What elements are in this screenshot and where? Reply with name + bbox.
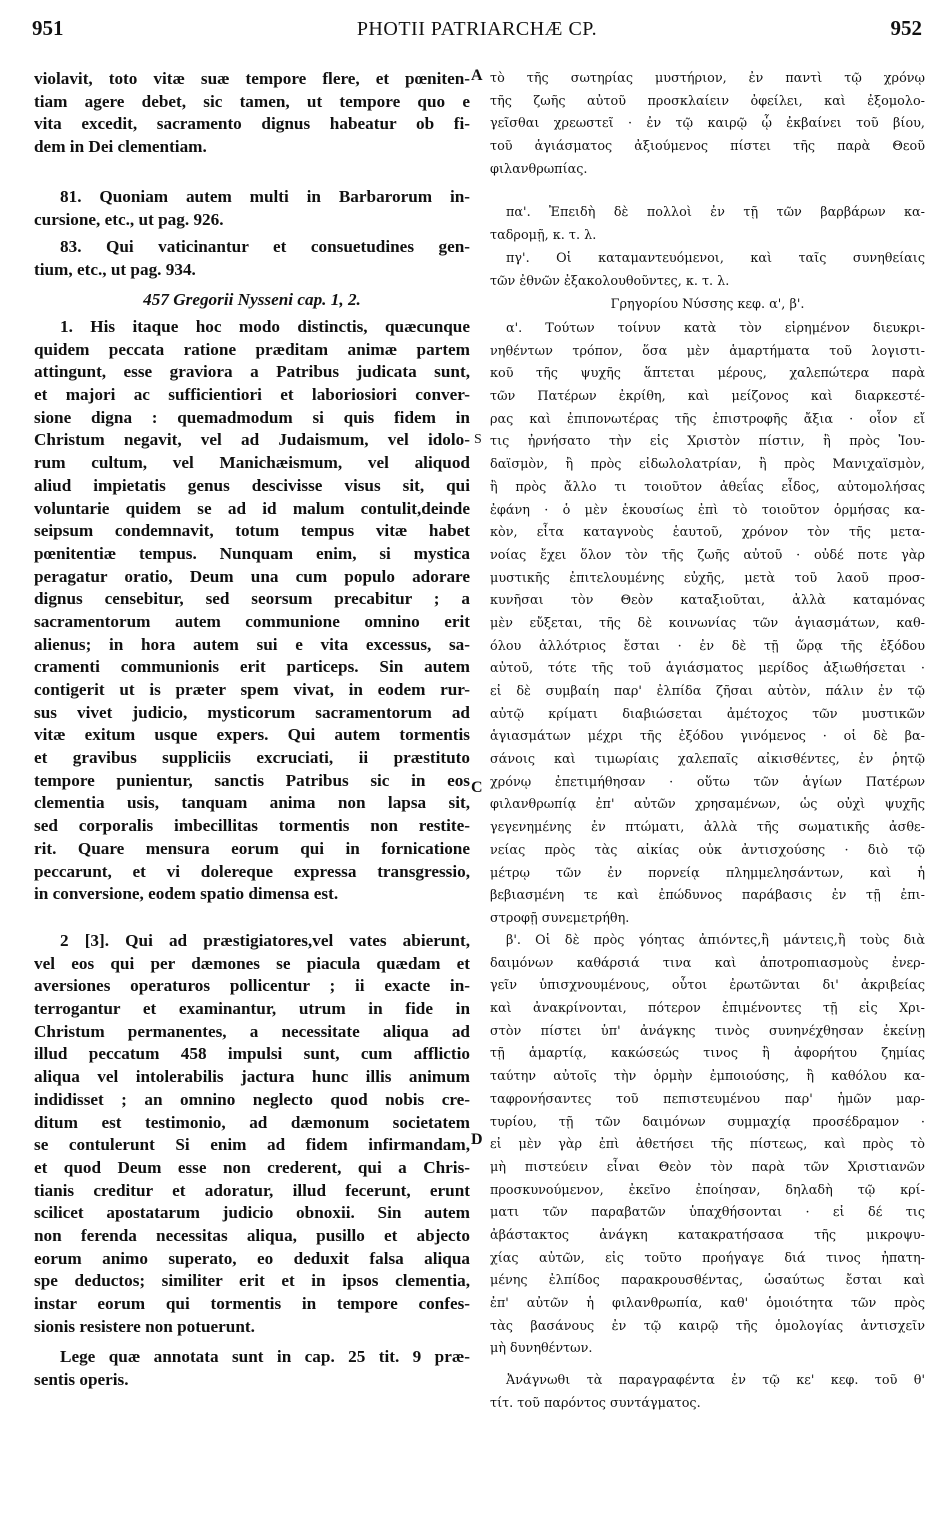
text-line: στροφῇ συνεμετρήθη.: [490, 910, 630, 926]
greek-para-5: [490, 930, 925, 1361]
greek-para-2: [490, 202, 925, 247]
text-line: 1. His itaque hoc modo distinctis, quæcunque: [60, 317, 470, 336]
text-line: νοίας ἔχει ὅλον τὸν τῆς ζωῆς αὐτοῦ · οὐδέ ποτε γὰρ: [490, 547, 925, 563]
text-line: ρας καὶ ἐπιπονωτέρας τῆς ἐπιστροφῆς ἄξια · οἷον εἴ: [490, 411, 925, 427]
text-line: τῶν ἐθνῶν ἐξακολουθοῦντες, κ. τ. λ.: [490, 273, 730, 289]
text-line: τῆς ζωῆς αὐτοῦ προσκλαίειν ὀφείλει, καὶ ἐξομολο-: [490, 93, 925, 109]
text-line: rum cultum, vel Manichæismum, vel aliquod: [34, 453, 470, 473]
text-line: pœnitentiæ tempus. Nunquam enim, si mystica: [34, 543, 470, 563]
text-line: καὶ ἀνακρίνονται, πότερον ἐπιμένοντες τῇ εἰς Χρι-: [490, 1001, 925, 1017]
text-line: νείας πρὸς τὰς αἰκίας οὐκ ἀντισχούσης · διὸ τῷ: [490, 842, 925, 858]
text-line: peccarunt, et vi dolereque expressa transgressio,: [34, 861, 470, 881]
greek-para-3: [490, 248, 925, 293]
text-line: χρόνῳ ἐπετιμήθησαν · οὕτω τῶν ἁγίων Πατέρων: [490, 774, 925, 790]
text-line: κοῦ τῆς ψυχῆς ἅπτεται μέρους, χαλεπώτερα παρὰ: [490, 366, 925, 382]
text-line: βεβιασμένη τε καὶ ἐπώδυνος παράβασις ἐν τῇ ἐπι-: [490, 888, 925, 904]
text-line: vita excedit, sacramento dignus habeatur ob fi-: [34, 114, 470, 134]
text-line: voluntarie quidem se ad id malum contulit,deinde: [34, 498, 470, 518]
text-line: πα'. Ἐπειδὴ δὲ πολλοὶ ἐν τῇ τῶν βαρβάρων κα-: [506, 205, 925, 220]
greek-para-6: [490, 1370, 925, 1415]
text-line: ditum est testimonio, ad dæmonum societatem: [34, 1112, 470, 1132]
text-line: εἰ δὲ συμβαίη παρ' ἐλπίδα ζῆσαι αὐτὸν, πάλιν ἐν τῷ: [490, 684, 925, 699]
text-line: ἀβάστακτος ἀνάγκη κατακρατήσασα τῆς μικροψυ-: [490, 1227, 925, 1243]
text-line: ταδρομῇ, κ. τ. λ.: [490, 227, 597, 243]
text-line: contigerit ut is præter spem vivat, in eodem rur-: [34, 680, 470, 699]
text-line: γεγενημένης ἐν πτώματι, ἀλλὰ τῆς σωματικῆς ἀσθε-: [490, 820, 925, 836]
text-line: se contulerunt Si enim ad fidem infirmandam,: [34, 1135, 470, 1155]
latin-para-6: [34, 1346, 470, 1391]
margin-letter-c: C: [471, 779, 483, 796]
text-line: ἁγιασμάτων μέχρι τῆς ἐξόδου γινόμενος · οἱ δὲ βα-: [490, 729, 925, 745]
text-line: sionis resistere non potuerunt.: [34, 1316, 255, 1336]
latin-para-2: [34, 186, 470, 231]
left-page-number: 951: [32, 16, 64, 40]
text-line: attingunt, esse graviora a Patribus judicata sunt,: [34, 362, 470, 382]
text-line: et quod Deum esse non crederent, qui a Chris-: [34, 1157, 470, 1177]
text-line: γεῖν ὑπισχνουμένους, οὗτοι ἐρωτῶνται δι' ἀκριβείας: [490, 978, 925, 994]
text-line: instar eorum qui tormentis in tempore confes-: [34, 1294, 470, 1313]
text-line: φιλανθρωπίᾳ ἐπ' αὐτῶν χρησαμένων, ὡς οὐχὶ ψυχῆς: [490, 797, 925, 813]
text-line: μέτρῳ τῶν ἐν πορνείᾳ πλημμελησάντων, καὶ ἡ: [490, 865, 925, 881]
text-line: τοῦ ἁγιάσματος ἀξιούμενος πίστει τῆς παρὰ Θεοῦ: [490, 139, 925, 155]
text-line: ταύτην αὐτοῖς τὴν ὁρμὴν ἐμποιούσης, ἢ καθόλου κα-: [490, 1069, 925, 1085]
text-line: et majori ac sufficientiori et laboriosiori conver-: [34, 385, 470, 405]
text-line: dem in Dei clementiam.: [34, 137, 207, 157]
text-line: Christum permanentes, a necessitate aliqua ad: [34, 1021, 470, 1041]
text-line: προσκυνούμενον, ἐκεῖνο ἐποίησαν, δηλαδὴ τῷ κρί-: [490, 1182, 925, 1198]
text-line: όλου ἀλλότριος ἔσται · ἐν δὲ τῇ ὥρᾳ τῆς ἐξόδου: [490, 638, 925, 654]
text-line: seipsum condemnavit, totum tempus vitæ habet: [34, 521, 470, 541]
running-title: PHOTII PATRIARCHÆ CP.: [356, 18, 598, 40]
text-line: aliqua vel intolerabilis jactura hunc illis animum: [34, 1067, 470, 1087]
text-line: Ἀνάγνωθι τὰ παραγραφέντα ἐν τῷ κε' κεφ. τοῦ θ': [506, 1373, 925, 1388]
margin-letter-a: A: [471, 67, 483, 84]
text-line: vitæ exitum usque expers. Qui autem tormentis: [34, 725, 470, 745]
text-line: tianis creditur et adoratur, illud fecerunt, erunt: [34, 1180, 470, 1200]
text-line: violavit, toto vitæ suæ tempore flere, et pœniten-: [34, 69, 470, 88]
text-line: aliud impietatis genus descivisse visus sit, qui: [34, 475, 470, 495]
margin-letter-d: D: [471, 1131, 483, 1148]
text-line: quidem peccata ratione præditam animæ partem: [34, 339, 470, 359]
text-line: cursione, etc., ut pag. 926.: [34, 209, 224, 229]
text-line: sacramentorum autem communione omnino erit: [34, 611, 470, 631]
text-line: Lege quæ annotata sunt in cap. 25 tit. 9 præ-: [60, 1347, 470, 1366]
text-line: non ferenda necessitas aliqua, pusillo et abjecto: [34, 1225, 470, 1245]
text-line: χίας αὐτῶν, εἰς τοῦτο προήγαγε διά τινος ἠπατη-: [490, 1250, 925, 1266]
text-line: μὴ δυνηθέντων.: [490, 1341, 593, 1357]
text-line: tium, etc., ut pag. 934.: [34, 259, 196, 279]
text-line: 81. Quoniam autem multi in Barbarorum in-: [60, 187, 470, 206]
text-line: peragatur oratio, Deum una cum populo adorare: [34, 566, 470, 586]
text-line: σάνοις καὶ τιμωρίαις χαλεπαῖς αἰκισθέντες, ἐν ῥητῷ: [490, 752, 925, 768]
text-line: ματι τῶν παραβατῶν ὑπαχθήσονται · εἰ δέ τις: [490, 1205, 925, 1221]
latin-para-1: [34, 68, 470, 159]
text-line: κυνῆσαι τὸν Θεὸν καταξιοῦται, ἀλλὰ καταμόνας: [490, 593, 925, 609]
text-line: terrogantur et examinantur, utrum in fide in: [34, 999, 470, 1019]
text-line: στὸν πίστει ὑπ' ἀνάγκης τινὸς συνηνέχθησαν ἐκείνῃ: [490, 1023, 925, 1039]
greek-para-1: [490, 68, 925, 181]
text-line: sus vivet judicio, mysticorum sacramentorum ad: [34, 702, 470, 722]
text-line: τῇ ἁμαρτίᾳ, κακώσεώς τινος ἢ ἀφορήτου ζημίας: [490, 1046, 925, 1062]
text-line: aversiones operaturos pollicentur ; ii exacte in-: [34, 976, 470, 996]
text-line: γεῖσθαι χρεωστεῖ · ἐν τῷ καιρῷ ᾧ ἐκβαίνει τοῦ βίου,: [490, 116, 925, 132]
latin-para-3: [34, 236, 470, 281]
margin-letter-s: S: [474, 432, 482, 447]
text-line: β'. Οἱ δὲ πρὸς γόητας ἀπιόντες,ἢ μάντεις,ἢ τοὺς διὰ: [506, 933, 925, 948]
text-line: τὸ τῆς σωτηρίας μυστήριον, ἐν παντὶ τῷ χρόνῳ: [490, 71, 925, 86]
text-line: eorum animo superato, eo deduxit falsa aliqua: [34, 1248, 470, 1268]
page-header: [32, 16, 922, 46]
text-line: rit. Quare mensura eorum qui in fornicatione: [34, 838, 470, 858]
text-line: φιλανθρωπίας.: [490, 161, 588, 177]
text-line: εἰ μὲν γὰρ ἐπὶ ἀθετήσει τῆς πίστεως, καὶ πρὸς τὸ: [490, 1137, 925, 1153]
text-line: scilicet apostatarum judicio obnoxii. Sin autem: [34, 1203, 470, 1223]
text-line: spe deductos; similiter erit et in ipsos clementia,: [34, 1271, 470, 1291]
right-page-number: 952: [890, 16, 922, 40]
text-line: μυστικῆς ἐπιτελουμένης εὐχῆς, μετὰ τοῦ λαοῦ προσ-: [490, 570, 925, 586]
latin-para-4: [34, 316, 470, 906]
text-line: μὴ πιστεύειν εἶναι Θεὸν τὸν παρὰ τῶν Χριστιανῶν: [490, 1159, 925, 1175]
text-line: πγ'. Οἱ καταμαντευόμενοι, καὶ ταῖς συνηθείαις: [506, 251, 925, 266]
text-line: ταφρονήσαντες τοῦ πεπιστευμένου παρ' ἡμῶν μαρ-: [490, 1091, 925, 1107]
text-line: tiam agere debet, sic tamen, ut tempore quo e: [34, 91, 470, 111]
text-line: indidisset ; an omnino neglecto quod nobis cre-: [34, 1089, 470, 1109]
greek-section-heading: Γρηγορίου Νύσσης κεφ. α', β'.: [610, 297, 805, 312]
text-line: illud peccatum 458 impulsi sunt, cum afflictio: [34, 1044, 470, 1064]
text-line: ἐπ' αὐτῶν ἡ φιλανθρωπία, καθ' ὁμοιότητα τῶν πρὸς: [490, 1296, 925, 1311]
text-line: αὐτῷ κρίματι διαβιώσεται ἀμέτοχος τῶν μυστικῶν: [490, 706, 925, 722]
text-line: et gravibus suppliciis excruciati, ii præstituto: [34, 748, 470, 768]
text-line: αὐτοῦ, τότε τῆς τοῦ ἁγιάσματος μερίδος ἀξιωθήσεται ·: [490, 661, 925, 677]
text-line: vel eos qui per dæmones se piacula quædam et: [34, 953, 470, 973]
text-line: τῶν Πατέρων ἐκρίθη, καὶ μείζονος καὶ διαρκεστέ-: [490, 389, 925, 405]
text-line: alienus; in hora autem sui e vita excessus, sa-: [34, 634, 470, 654]
text-line: sentis operis.: [34, 1369, 129, 1389]
text-line: Christum negavit, vel ad Judaismum, vel idolo-: [34, 430, 470, 450]
text-line: sione digna : quemadmodum si quis fidem in: [34, 407, 470, 427]
text-line: δαιμόνων καθάρσιά τινα καὶ ἀποτροπιασμοὺς ἐνερ-: [490, 955, 925, 971]
text-line: 2 [3]. Qui ad præstigiatores,vel vates abierunt,: [60, 931, 470, 950]
text-line: ἢ πρὸς ἄλλο τι τοιοῦτον ἀθεΐας εἶδος, αὐτομολήσας: [490, 479, 925, 495]
text-line: clementia usis, tanquam anima non lapsa sit,: [34, 793, 470, 813]
text-line: τὰς βασάνους ἐν τῷ καιρῷ τῆς ὁμολογίας ἀντισχεῖν: [490, 1318, 925, 1334]
text-line: μένης ἐλπίδος παρακρουσθέντας, ὡσαύτως ἔσται καὶ: [490, 1273, 925, 1289]
text-line: κὸν, εἶτα καταγνοὺς ἑαυτοῦ, χρόνον τὸν τῆς μετα-: [490, 525, 925, 541]
text-line: sed corporalis imbecillitas tormentis non restite-: [34, 816, 470, 836]
text-line: cramenti communionis erit particeps. Sin autem: [34, 657, 470, 677]
text-line: tempore punientur, sanctis Patribus sic in eos: [34, 770, 470, 790]
text-line: 83. Qui vaticinantur et consuetudines gen-: [60, 237, 470, 256]
latin-section-heading: 457 Gregorii Nysseni cap. 1, 2.: [143, 290, 361, 309]
greek-para-4: [490, 318, 925, 931]
text-line: ἐφάνη · ὁ μὲν ἑκουσίως ἐπὶ τὸ τοιοῦτον ὁρμήσας κα-: [490, 502, 925, 518]
text-line: τίτ. τοῦ παρόντος συντάγματος.: [490, 1395, 701, 1411]
text-line: δαϊσμὸν, ἢ πρὸς εἰδωλολατρίαν, ἢ πρὸς Μανιχαϊσμὸν,: [490, 457, 925, 473]
text-line: dignus censebitur, sed seorsum precabitur ; a: [34, 589, 470, 609]
latin-para-5: [34, 930, 470, 1338]
text-line: τυρίου, τῇ τῶν δαιμόνων συμμαχίᾳ προσέδραμον ·: [490, 1114, 925, 1130]
text-line: α'. Τούτων τοίνυν κατὰ τὸν εἰρημένον διευκρι-: [506, 321, 925, 336]
text-line: νηθέντων τρόπον, ὅσα μὲν ἁμαρτήματα τοῦ λογιστι-: [490, 343, 925, 359]
text-line: in conversione, eodem spatio dimensa est.: [34, 884, 339, 904]
text-line: τις ἠρνήσατο τὴν εἰς Χριστὸν πίστιν, ἢ πρὸς Ἰου-: [490, 434, 925, 450]
text-line: μὲν εὔξεται, τῆς δὲ κοινωνίας τῶν ἁγιασμάτων, καθ-: [490, 615, 925, 631]
